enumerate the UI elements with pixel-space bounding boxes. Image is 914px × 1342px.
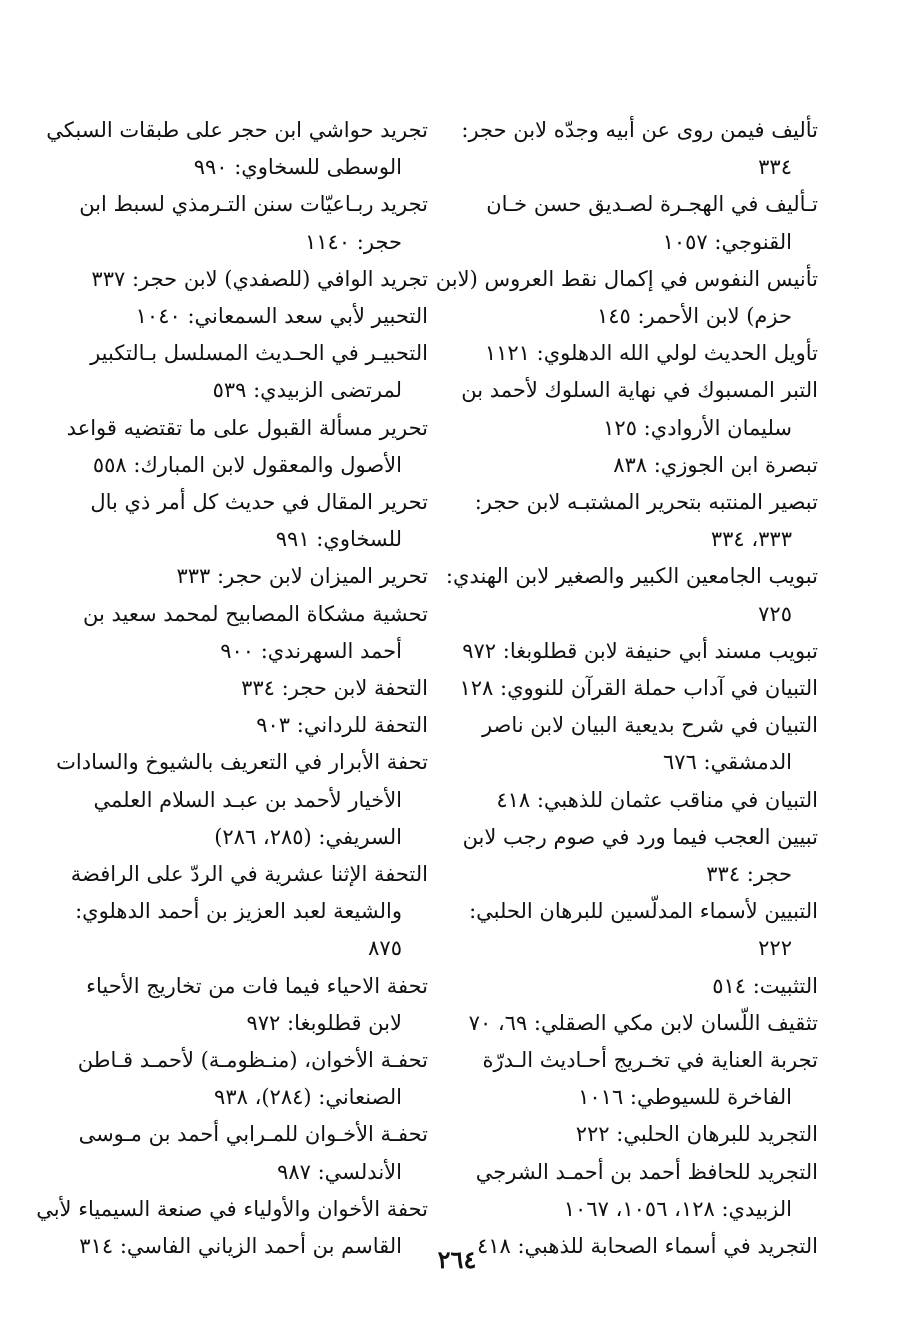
index-entry bbox=[466, 707, 818, 781]
index-entry-title: تأنيس النفوس في إكمال نقط العروس (لابن bbox=[435, 266, 818, 291]
index-entry-continuation: حجر: ١١٤٠ bbox=[305, 229, 402, 254]
index-entry bbox=[76, 670, 428, 707]
index-entry bbox=[461, 372, 818, 446]
index-column-left bbox=[36, 112, 428, 1265]
index-entry-title: التبيان في آداب حملة القرآن للنووي: ١٢٨ bbox=[459, 676, 818, 701]
index-entry-title: تبيين العجب فيما ورد في صوم رجب لابن bbox=[462, 824, 818, 849]
index-entry-title: التحبير لأبي سعد السمعاني: ١٠٤٠ bbox=[135, 304, 428, 329]
index-entry-continuation: ٧٢٥ bbox=[758, 601, 792, 626]
index-entry-continuation: الدمشقي: ٦٧٦ bbox=[663, 750, 792, 775]
page-number: ٢٦٤ bbox=[437, 1245, 477, 1274]
index-entry-continuation: ٨٧٥ bbox=[368, 936, 402, 961]
index-entry bbox=[466, 1116, 818, 1153]
index-entry bbox=[56, 744, 428, 856]
index-entry-title: التجريد للبرهان الحلبي: ٢٢٢ bbox=[575, 1122, 818, 1147]
index-entry-title: تجريد ربـاعيّات سنن التـرمذي لسبط ابن bbox=[79, 192, 428, 217]
index-entry bbox=[76, 484, 428, 558]
index-entry-title: تبصير المنتبه بتحرير المشتبـه لابن حجر: bbox=[474, 490, 818, 515]
index-entry-title: تبويب الجامعين الكبير والصغير لابن الهندي: bbox=[445, 564, 818, 589]
index-entry-continuation: لابن قطلوبغا: ٩٧٢ bbox=[246, 1010, 402, 1035]
index-entry bbox=[46, 112, 428, 186]
index-entry bbox=[466, 1005, 818, 1042]
index-entry bbox=[76, 1116, 428, 1190]
index-entry-title: التحبيـر في الحـديث المسلسل بـالتكبير bbox=[90, 341, 428, 366]
index-entry bbox=[461, 112, 818, 186]
index-entry bbox=[445, 558, 818, 632]
index-entry bbox=[466, 447, 818, 484]
index-entry bbox=[435, 261, 818, 335]
index-entry bbox=[76, 596, 428, 670]
index-entry-title: تبصرة ابن الجوزي: ٨٣٨ bbox=[613, 452, 818, 477]
index-entry-title: التبيان في مناقب عثمان للذهبي: ٤١٨ bbox=[496, 787, 818, 812]
index-entry-continuation: الوسطى للسخاوي: ٩٩٠ bbox=[193, 155, 402, 180]
index-entry-continuation: السريفي: (٢٨٥، ٢٨٦) bbox=[214, 824, 402, 849]
index-entry-title: تحرير مسألة القبول على ما تقتضيه قواعد bbox=[66, 415, 428, 440]
index-entry-title: تبويب مسند أبي حنيفة لابن قطلوبغا: ٩٧٢ bbox=[462, 638, 818, 663]
index-entry-continuation: والشيعة لعبد العزيز بن أحمد الدهلوي: bbox=[75, 899, 402, 924]
index-entry bbox=[462, 633, 818, 670]
index-entry-title: التبيين لأسماء المدلّسين للبرهان الحلبي: bbox=[469, 899, 818, 924]
index-entry-title: تأليف فيمن روى عن أبيه وجدّه لابن حجر: bbox=[461, 118, 818, 142]
index-entry-title: تثقيف اللّسان لابن مكي الصقلي: ٦٩، ٧٠ bbox=[468, 1010, 818, 1035]
index-entry bbox=[466, 782, 818, 819]
index-entry bbox=[466, 335, 818, 372]
index-entry bbox=[459, 670, 818, 707]
index-entry bbox=[70, 856, 428, 968]
index-entry bbox=[466, 484, 818, 558]
index-entry bbox=[76, 335, 428, 409]
index-entry-title: التحفة لابن حجر: ٣٣٤ bbox=[241, 676, 428, 701]
index-entry-title: التثبيت: ٥١٤ bbox=[712, 973, 818, 998]
index-entry bbox=[76, 968, 428, 1042]
index-entry-title: تحفـة الأخـوان للمـرابي أحمد بن مـوسى bbox=[78, 1122, 428, 1147]
index-entry-continuation: الأخيار لأحمد بن عبـد السلام العلمي bbox=[93, 787, 402, 812]
index-entry-continuation: ٣٣٤ bbox=[758, 155, 792, 180]
index-entry-title: تـأليف في الهجـرة لصـديق حسن خـان bbox=[486, 192, 818, 217]
index-entry-continuation: حجر: ٣٣٤ bbox=[706, 862, 792, 887]
index-entry-title: التحفة للرداني: ٩٠٣ bbox=[256, 713, 428, 738]
index-entry-continuation: ٣٣٣، ٣٣٤ bbox=[710, 527, 792, 552]
index-entry-continuation: الزبيدي: ١٢٨، ١٠٥٦، ١٠٦٧ bbox=[563, 1196, 792, 1221]
index-entry-continuation: القاسم بن أحمد الزياني الفاسي: ٣١٤ bbox=[79, 1234, 402, 1259]
index-entry-title: تحفـة الأخوان، (منـظومـة) لأحمـد قـاطن bbox=[77, 1048, 428, 1073]
index-entry-title: التجريد للحافظ أحمد بن أحمـد الشرجي bbox=[475, 1159, 818, 1184]
index-entry-continuation: سليمان الأروادي: ١٢٥ bbox=[603, 415, 792, 440]
index-entry-title: تحفة الاحياء فيما فات من تخاريج الأحياء bbox=[86, 973, 428, 998]
index-entry-title: تجريد الوافي (للصفدي) لابن حجر: ٣٣٧ bbox=[91, 266, 428, 291]
index-entry-continuation: حزم) لابن الأحمر: ١٤٥ bbox=[596, 304, 792, 329]
index-entry-title: التبيان في شرح بديعية البيان لابن ناصر bbox=[481, 713, 818, 738]
index-entry bbox=[76, 298, 428, 335]
index-entry-title: تجريد حواشي ابن حجر على طبقات السبكي bbox=[46, 118, 428, 142]
index-entry bbox=[466, 186, 818, 260]
index-entry bbox=[76, 1042, 428, 1116]
index-entry-continuation: أحمد السهرندي: ٩٠٠ bbox=[220, 638, 402, 663]
index-entry-continuation: للسخاوي: ٩٩١ bbox=[275, 527, 402, 552]
index-entry bbox=[76, 261, 428, 298]
index-entry-title: تحرير المقال في حديث كل أمر ذي بال bbox=[90, 490, 428, 515]
index-entry-continuation: القنوجي: ١٠٥٧ bbox=[662, 229, 792, 254]
index-entry bbox=[76, 558, 428, 595]
index-entry-title: التجريد في أسماء الصحابة للذهبي: ٤١٨ bbox=[476, 1234, 818, 1259]
index-entry-title: التحفة الإثنا عشرية في الردّ على الرافضة bbox=[70, 862, 428, 887]
index-entry bbox=[66, 410, 428, 484]
index-entry-title: تحفة الأخوان والأولياء في صنعة السيمياء لأبي bbox=[36, 1196, 428, 1221]
index-entry-continuation: الصنعاني: (٢٨٤)، ٩٣٨ bbox=[214, 1085, 402, 1110]
index-entry-title: تجربة العناية في تخـريج أحـاديث الـدرّة bbox=[482, 1048, 818, 1073]
index-entry-title: تحرير الميزان لابن حجر: ٣٣٣ bbox=[176, 564, 428, 589]
index-entry-title: التبر المسبوك في نهاية السلوك لأحمد بن bbox=[461, 378, 818, 403]
index-entry bbox=[76, 707, 428, 744]
index-entry bbox=[462, 819, 818, 893]
index-entry-title: تأويل الحديث لولي الله الدهلوي: ١١٢١ bbox=[484, 341, 818, 366]
index-entry bbox=[466, 968, 818, 1005]
index-entry-title: تحفة الأبرار في التعريف بالشيوخ والسادات bbox=[56, 750, 428, 775]
index-entry bbox=[466, 1042, 818, 1116]
index-entry bbox=[466, 1154, 818, 1228]
index-entry bbox=[466, 893, 818, 967]
index-entry-continuation: ٢٢٢ bbox=[758, 936, 792, 961]
index-entry-continuation: لمرتضى الزبيدي: ٥٣٩ bbox=[212, 378, 402, 403]
index-entry-continuation: الأصول والمعقول لابن المبارك: ٥٥٨ bbox=[92, 452, 402, 477]
index-entry bbox=[76, 186, 428, 260]
index-entry-title: تحشية مشكاة المصابيح لمحمد سعيد بن bbox=[83, 601, 428, 626]
index-entry-continuation: الأندلسي: ٩٨٧ bbox=[277, 1159, 402, 1184]
index-entry-continuation: الفاخرة للسيوطي: ١٠١٦ bbox=[578, 1085, 792, 1110]
